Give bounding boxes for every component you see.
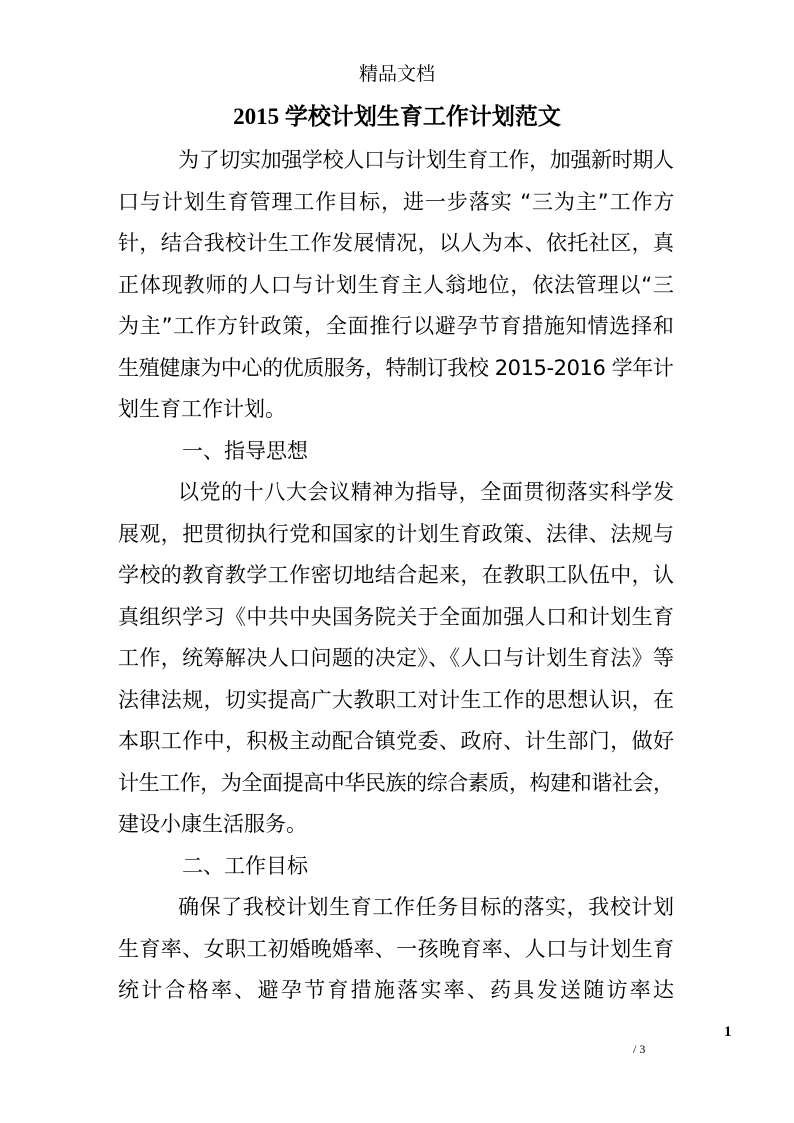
paragraph-line: 口与计划生育管理工作目标，进一步落实 “三为主”工作方: [118, 189, 676, 214]
paragraph-line: 统计合格率、避孕节育措施落实率、药具发送随访率达: [118, 978, 677, 1002]
page-number: 1: [724, 1024, 732, 1040]
paragraph-line: 真组织学习《中共中央国务院关于全面加强人口和计划生育: [118, 604, 675, 629]
paragraph-line: 法律法规，切实提高广大教职工对计生工作的思想认识，在: [118, 687, 675, 712]
paragraph-line: 建设小康生活服务。: [118, 812, 307, 836]
header-label: 精品文档: [358, 63, 435, 85]
paragraph-line: 工作，统筹解决人口问题的决定》、《人口与计划生育法》等: [118, 646, 675, 670]
section-heading: 二、工作目标: [182, 853, 308, 878]
paragraph-line: 本职工作中，积极主动配合镇党委、政府、计生部门，做好: [118, 729, 675, 753]
document-body: [118, 140, 677, 1012]
paragraph-line: 学校的教育教学工作密切地结合起来，在教职工队伍中，认: [118, 563, 675, 587]
document-title: 2015 学校计划生育工作计划范文: [233, 104, 561, 129]
paragraph-line: 生育率、女职工初婚晚婚率、一孩晚育率、人口与计划生育: [118, 936, 675, 961]
paragraph-line: 以党的十八大会议精神为指导，全面贯彻落实科学发: [178, 480, 675, 504]
paragraph-line: 为主”工作方针政策，全面推行以避孕节育措施知情选择和: [118, 314, 675, 338]
paragraph-line: 划生育工作计划。: [118, 397, 286, 421]
paragraph-line: 展观，把贯彻执行党和国家的计划生育政策、法律、法规与: [118, 521, 675, 546]
paragraph-line: 确保了我校计划生育工作任务目标的落实，我校计划: [178, 895, 675, 919]
section-heading: 一、指导思想: [182, 438, 308, 463]
page-total: / 3: [633, 1042, 646, 1056]
paragraph-line: 针，结合我校计生工作发展情况，以人为本、依托社区，真: [118, 231, 675, 255]
paragraph-line: 为了切实加强学校人口与计划生育工作，加强新时期人: [178, 148, 674, 172]
paragraph-line: 计生工作，为全面提高中华民族的综合素质，构建和谐社会，: [118, 770, 674, 795]
paragraph-line: 正体现教师的人口与计划生育主人翁地位，依法管理以“三: [118, 272, 675, 297]
paragraph-line: 生殖健康为中心的优质服务，特制订我校 2015-2016 学年计: [118, 355, 674, 380]
